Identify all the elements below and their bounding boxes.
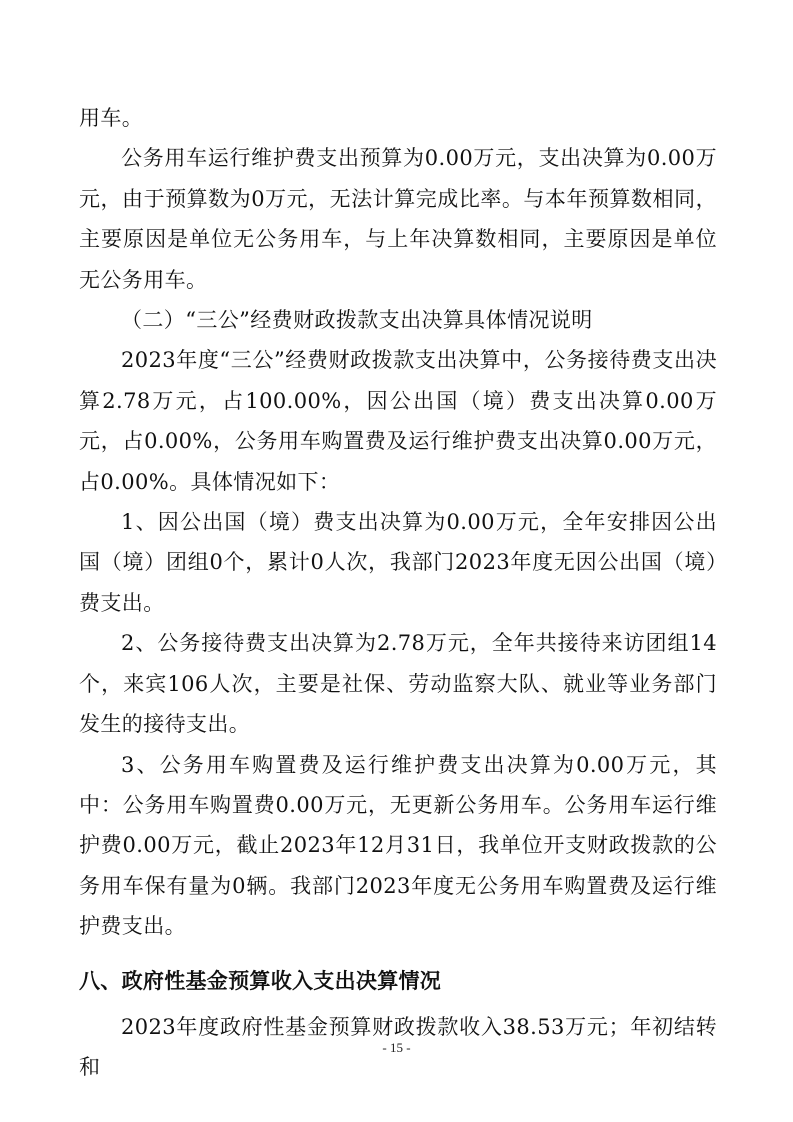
paragraph-continued: 用车。 [79,106,144,130]
section-heading-government-fund: 八、政府性基金预算收入支出决算情况 [79,968,442,993]
paragraph-government-fund: 2023年度政府性基金预算财政拨款收入38.53万元；年初结转和 [79,1014,717,1079]
paragraph-overseas-expense: 1、因公出国（境）费支出决算为0.00万元，全年安排因公出国（境）团组0个，累计0人次，我部门2023年度无因公出国（境）费支出。 [79,510,717,615]
paragraph-vehicle-expense: 3、公务用车购置费及运行维护费支出决算为0.00万元，其中：公务用车购置费0.00万元，无更新公务用车。公务用车运行维护费0.00万元，截止2023年12月31日，我单位开支财政拨款的公务用车保有量为0辆。我部门2023年度无公务用车购置费及运行维护费支出。 [79,752,717,939]
page-number: - 15 - [382,1040,411,1055]
subsection-title-three-public: （二）“三公”经费财政拨款支出决算具体情况说明 [121,308,593,333]
paragraph-three-public-summary: 2023年度“三公”经费财政拨款支出决算中，公务接待费支出决算2.78万元，占100.00%，因公出国（境）费支出决算0.00万元，占0.00%，公务用车购置费及运行维护费支出决算0.00万元，占0.00%。具体情况如下： [79,348,717,494]
document-body [79,98,717,1087]
paragraph-vehicle-maintenance: 公务用车运行维护费支出预算为0.00万元，支出决算为0.00万元，由于预算数为0万元，无法计算完成比率。与本年预算数相同，主要原因是单位无公务用车，与上年决算数相同，主要原因是单位无公务用车。 [79,146,717,292]
paragraph-reception-expense: 2、公务接待费支出决算为2.78万元，全年共接待来访团组14个，来宾106人次，主要是社保、劳动监察大队、就业等业务部门发生的接待支出。 [79,631,717,737]
